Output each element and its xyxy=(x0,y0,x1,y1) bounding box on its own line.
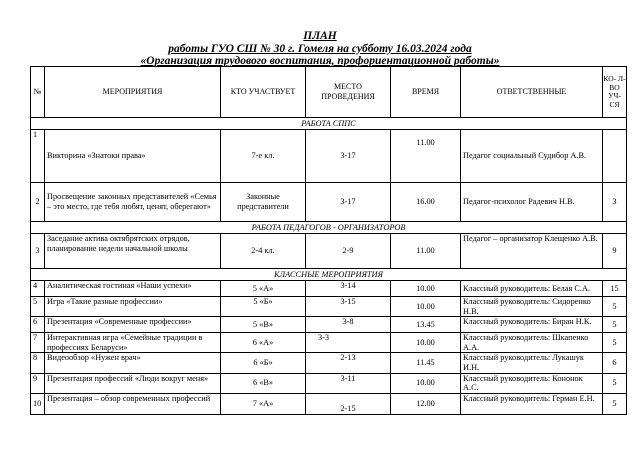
row-place: 3-17 xyxy=(306,130,391,183)
row-event: Аналитическая гостиная «Наши успехи» xyxy=(45,281,221,297)
row-time: 10.00 xyxy=(391,297,461,317)
row-count: 15 xyxy=(603,281,627,297)
row-responsible: Классный руководитель: Шкапенко А.А. xyxy=(461,333,603,353)
row-place: 3-3 xyxy=(306,333,391,353)
row-num: 8 xyxy=(31,353,45,373)
table-row xyxy=(31,373,627,393)
section-row xyxy=(31,269,627,281)
plan-table xyxy=(30,66,627,415)
row-time: 10.00 xyxy=(391,333,461,353)
row-event: Викторина «Знатоки права» xyxy=(45,130,221,183)
row-num: 7 xyxy=(31,333,45,353)
table-row xyxy=(31,317,627,333)
row-who: 5 «Б» xyxy=(221,297,306,317)
row-count: 9 xyxy=(603,234,627,269)
row-count: 3 xyxy=(603,183,627,222)
section-organizers: РАБОТА ПЕДАГОГОВ - ОРГАНИЗАТОРОВ xyxy=(31,222,627,234)
header-who: КТО УЧАСТВУЕТ xyxy=(221,67,306,118)
row-place: 3-14 xyxy=(306,281,391,297)
row-count: 6 xyxy=(603,353,627,373)
row-responsible: Классный руководитель: Белая С.А. xyxy=(461,281,603,297)
row-place: 2-13 xyxy=(306,353,391,373)
row-event: Презентация «Современные профессии» xyxy=(45,317,221,333)
row-num: 1 xyxy=(31,130,45,183)
row-time: 10.00 xyxy=(391,281,461,297)
row-count: 5 xyxy=(603,373,627,393)
table-row xyxy=(31,297,627,317)
row-time: 11.00 xyxy=(391,130,461,183)
title-block xyxy=(0,30,640,68)
row-num: 5 xyxy=(31,297,45,317)
section-sppс: РАБОТА СППС xyxy=(31,118,627,130)
row-time: 12.00 xyxy=(391,393,461,414)
row-responsible: Педагог социальный Судибор А.В. xyxy=(461,130,603,183)
section-row xyxy=(31,118,627,130)
table-row xyxy=(31,281,627,297)
header-event: МЕРОПРИЯТИЯ xyxy=(45,67,221,118)
row-who: Законные представители xyxy=(221,183,306,222)
row-num: 10 xyxy=(31,393,45,414)
row-place: 2-15 xyxy=(306,393,391,414)
row-place: 3-11 xyxy=(306,373,391,393)
table-row xyxy=(31,234,627,269)
row-time: 13.45 xyxy=(391,317,461,333)
title-school: работы ГУО СШ № 30 г. Гомеля на субботу 16.03.2024 года xyxy=(168,42,472,55)
header-row xyxy=(31,67,627,118)
row-responsible: Классный руководитель: Биран Н.К. xyxy=(461,317,603,333)
row-who: 6 «В» xyxy=(221,373,306,393)
row-place: 3-17 xyxy=(306,183,391,222)
row-num: 6 xyxy=(31,317,45,333)
row-event: Просвещение законных представителей «Семья – это место, где тебя любят, ценят, оберегают» xyxy=(45,183,221,222)
row-count: 5 xyxy=(603,317,627,333)
row-event: Игра «Такие разные профессии» xyxy=(45,297,221,317)
header-place: МЕСТО ПРОВЕДЕНИЯ xyxy=(306,67,391,118)
row-responsible: Педагог – организатор Клещенко А.В. xyxy=(461,234,603,269)
row-who: 7-е кл. xyxy=(221,130,306,183)
row-count: 5 xyxy=(603,297,627,317)
row-num: 9 xyxy=(31,373,45,393)
row-event: Видеообзор «Нужен врач» xyxy=(45,353,221,373)
table-row xyxy=(31,130,627,183)
row-place: 3-8 xyxy=(306,317,391,333)
row-responsible: Классный руководитель: Сидоренко Н.В. xyxy=(461,297,603,317)
row-who: 7 «А» xyxy=(221,393,306,414)
table-row xyxy=(31,183,627,222)
header-num: № xyxy=(31,67,45,118)
row-responsible: Классный руководитель: Лукашук И.Н. xyxy=(461,353,603,373)
header-count: КО- Л- ВО УЧ- СЯ xyxy=(603,67,627,118)
row-responsible: Классный руководитель: Кононок А.С. xyxy=(461,373,603,393)
row-time: 10.00 xyxy=(391,373,461,393)
row-who: 5 «А» xyxy=(221,281,306,297)
row-place: 2-9 xyxy=(306,234,391,269)
row-num: 3 xyxy=(31,234,45,269)
header-time: ВРЕМЯ xyxy=(391,67,461,118)
row-count: 5 xyxy=(603,333,627,353)
row-time: 16.00 xyxy=(391,183,461,222)
row-num: 2 xyxy=(31,183,45,222)
row-event: Заседание актива октябрятских отрядов, планирование недели начальной школы xyxy=(45,234,221,269)
row-time: 11.45 xyxy=(391,353,461,373)
header-responsible: ОТВЕТСТВЕННЫЕ xyxy=(461,67,603,118)
section-row xyxy=(31,222,627,234)
row-who: 2-4 кл. xyxy=(221,234,306,269)
row-event: Интерактивная игра «Семейные традиции в профессиях Беларуси» xyxy=(45,333,221,353)
row-who: 6 «Б» xyxy=(221,353,306,373)
row-count: 5 xyxy=(603,393,627,414)
row-num: 4 xyxy=(31,281,45,297)
row-responsible: Классный руководитель: Герман Е.Н. xyxy=(461,393,603,414)
row-count xyxy=(603,130,627,183)
row-time: 11.00 xyxy=(391,234,461,269)
row-event: Презентация – обзор современных профессий xyxy=(45,393,221,414)
table-row xyxy=(31,393,627,414)
row-responsible: Педагог-психолог Радевич Н.В. xyxy=(461,183,603,222)
row-place: 3-15 xyxy=(306,297,391,317)
row-who: 6 «А» xyxy=(221,333,306,353)
title-theme: «Организация трудового воспитания, профориентационной работы» xyxy=(140,55,500,67)
table-row xyxy=(31,333,627,353)
row-who: 5 «В» xyxy=(221,317,306,333)
table-row xyxy=(31,353,627,373)
title-plan: ПЛАН xyxy=(303,30,337,42)
row-event: Презентация профессий «Люди вокруг меня» xyxy=(45,373,221,393)
section-class-events: КЛАССНЫЕ МЕРОПРИЯТИЯ xyxy=(31,269,627,281)
